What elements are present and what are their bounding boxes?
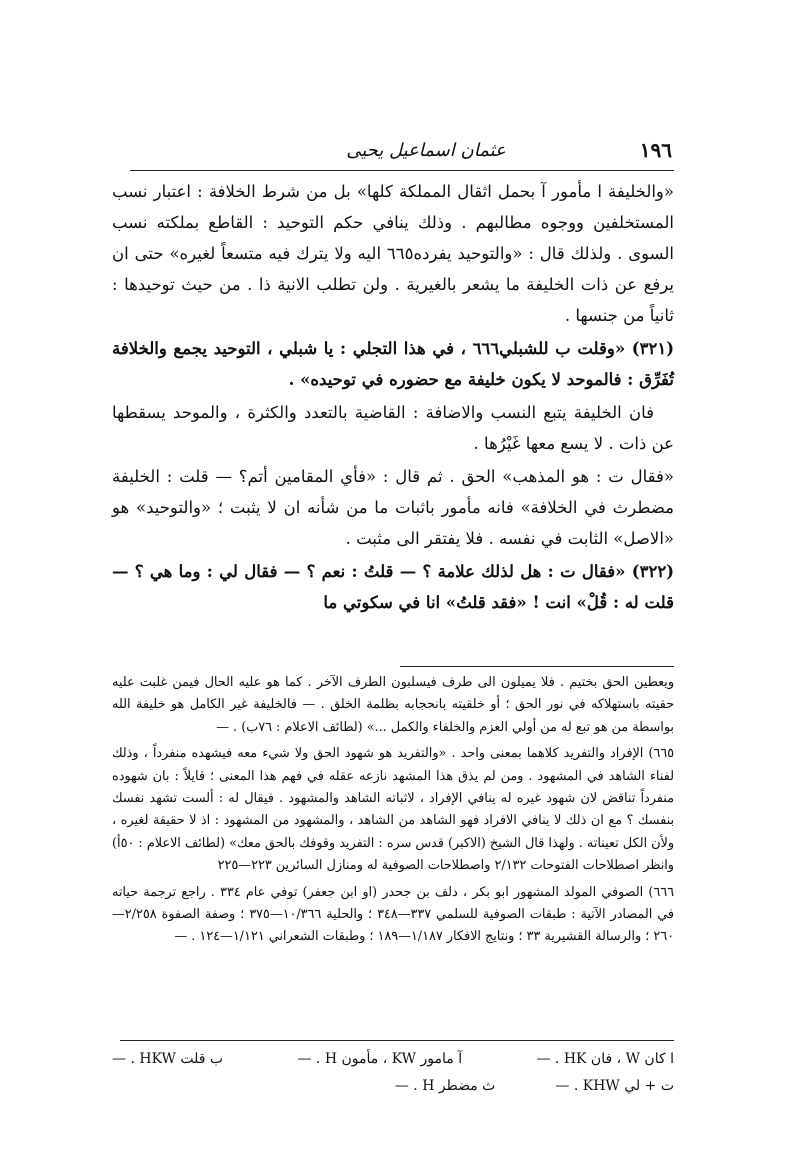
apparatus-row-2 bbox=[112, 1073, 674, 1100]
variant-tha: ث مضطر H . — bbox=[394, 1078, 496, 1094]
paragraph-322: (٣٢٢) «فقال ت : هل لذلك علامة ؟ — قلتُ : نعم ؟ — فقال لي : وما هي ؟ — قلت له : قُلْ» انت ! «فقد قلتُ» انا في سكوتي ما bbox=[112, 562, 674, 612]
apparatus-row-1 bbox=[112, 1046, 674, 1073]
footnote-separator bbox=[400, 666, 674, 667]
footnotes bbox=[112, 672, 674, 953]
page-number: ١٩٦ bbox=[639, 138, 672, 162]
footnote-666: ٦٦٦) الصوفي المولد المشهور ابو بكر ، دلف بن جحدر (او ابن جعفر) توفي عام ٣٣٤ . راجع ترجمة حياته في المصادر الآتية : طبقات الصوفية للسلمي ٣٣٧—٣٤٨ ؛ والحلية ١٠/٣٦٦—٣٧٥ ؛ وصفة الصفوة ٢/٢٥٨—٢٦٠ ؛ والرسالة القشيرية ٣٣ ؛ ونتايج الافكار ١/١٨٧—١٨٩ ؛ وطبقات الشعراني ١/١٢١—١٢٤ . — bbox=[112, 884, 675, 945]
variant-ba: ب قلت HKW . — bbox=[112, 1051, 224, 1067]
variant-alif: ا كان W ، فان HK . — bbox=[536, 1051, 674, 1067]
footnote-665: ٦٦٥) الإفراد والتفريد كلاهما بمعنى واحد . «والتفريد هو شهود الحق ولا شيء معه فيشهده منفرداً ، وذلك لفناء الشاهد في المشهود . ومن لم يذق هذا المشهد نازعه عقله في فهم هذا المعنى ؛ قايلاً : بان شهوده منفرداً تناقض لان شهود غيره له ينافي الإفراد ، لاثباته الشاهد والمشهود . فيقال له : ألست تشهد نفسك بنفسك ؟ مع ان ذلك لا ينافي الافراد فهو الشاهد من الشاهد ، والمشهود من المشهود : اذ لا حقيقة لغيره ، ولأن الكل تعيناته . ولهذا قال الشيخ (الاكبر) قدس سره : التفريد وقوفك بالحق معك» (لطائف الاعلام : ٥٠أ) وانظر اصطلاحات الفتوحات ٢/١٣٢ واصطلاحات الصوفية له ومنازل السائرين ٢٢٣—٢٢٥ bbox=[112, 746, 674, 874]
apparatus-separator bbox=[120, 1040, 674, 1041]
paragraph-321: (٣٢١) «وقلت ب للشبلي٦٦٦ ، في هذا التجلي : يا شبلي ، التوحيد يجمع والخلافة تُفَرِّق : فالموحد لا يكون خليفة مع حضوره في توحيده» . bbox=[112, 339, 674, 389]
variant-alif-madda: آ مامور KW ، مأمون H . — bbox=[297, 1051, 463, 1067]
paragraph-3: فان الخليفة يتبع النسب والاضافة : القاضية بالتعدد والكثرة ، والموحد يسقطها عن ذات . لا يسع معها غَيْرُها . bbox=[112, 403, 674, 453]
footnote-continuation: ويعطين الحق بختيم . فلا يميلون الى طرف فيسلبون الطرف الآخر . كما هو عليه الحال فيمن غلبت عليه حقيته باستهلاكه في نور الحق ؛ أو خلقيته بانحجابه بظلمة الخلق . — فالخليفة غير الكامل هو خليفة الله بواسطة من هو تبع له من أولي العزم والخلفاء والكمل ...» (لطائف الاعلام : ٧٦ب) . — bbox=[112, 675, 674, 735]
header-rule bbox=[130, 170, 674, 171]
main-text bbox=[112, 176, 674, 620]
running-title: عثمان اسماعيل يحيى bbox=[346, 140, 506, 161]
page-header bbox=[130, 138, 672, 168]
critical-apparatus bbox=[112, 1046, 674, 1100]
variant-ta: ت + لي KHW . — bbox=[555, 1078, 674, 1094]
paragraph-4: «فقال ت : هو المذهب» الحق . ثم قال : «فأي المقامين أتم؟ — قلت : الخليفة مضطرث في الخلافة» فانه مأمور باثبات ما من شأنه ان لا يثبت ؛ «والتوحيد» هو «الاصل» الثابت في نفسه . فلا يفتقر الى مثبت . bbox=[112, 467, 674, 548]
paragraph-1: «والخليفة ا مأمور آ بحمل اثقال المملكة كلها» بل من شرط الخلافة : اعتبار نسب المستخلفين ووجوه مطالبهم . وذلك ينافي حكم التوحيد : القاطع بملكته نسب السوى . ولذلك قال : «والتوحيد يفرده٦٦٥ اليه ولا يترك فيه متسعاً لغيره» حتى ان يرفع عن ذات الخليفة ما يشعر بالغيرية . ولن تطلب الانية ذا . من حيث توحيدها : ثانياً من جنسها . bbox=[112, 182, 674, 325]
